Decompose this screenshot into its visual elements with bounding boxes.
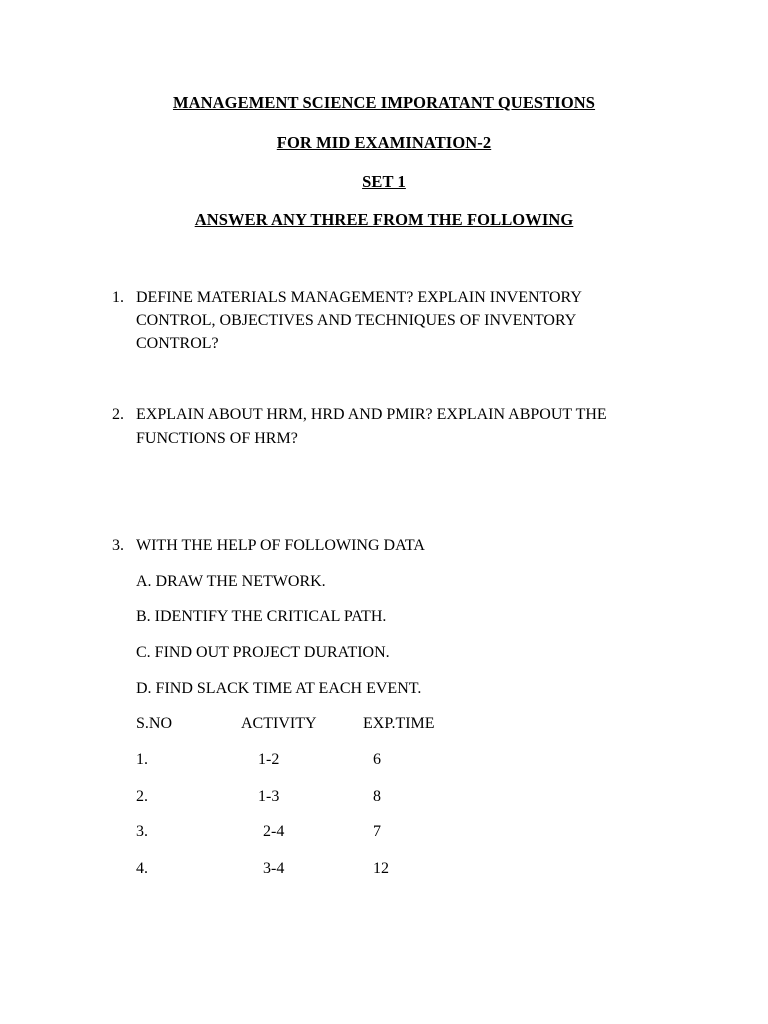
table-cell-sno: 3.	[136, 823, 148, 840]
exam-subtitle: FOR MID EXAMINATION-2	[276, 133, 492, 152]
subpart-c: C. FIND OUT PROJECT DURATION.	[136, 644, 390, 661]
table-cell-exp-time: 8	[373, 788, 381, 805]
question-text-line: CONTROL?	[136, 335, 219, 352]
table-header-exp-time: EXP.TIME	[363, 715, 435, 732]
table-header-sno: S.NO	[136, 715, 173, 732]
subpart-a: A. DRAW THE NETWORK.	[136, 573, 326, 590]
table-cell-activity: 2-4	[263, 823, 285, 840]
table-cell-activity: 1-2	[258, 751, 280, 768]
instruction-heading: ANSWER ANY THREE FROM THE FOLLOWING	[194, 210, 574, 229]
question-number: 2.	[112, 406, 124, 423]
question-text-line: WITH THE HELP OF FOLLOWING DATA	[136, 537, 425, 554]
table-cell-sno: 2.	[136, 788, 148, 805]
table-cell-activity: 1-3	[258, 788, 280, 805]
table-cell-exp-time: 12	[373, 860, 389, 877]
table-cell-activity: 3-4	[263, 860, 285, 877]
question-text-line: EXPLAIN ABOUT HRM, HRD AND PMIR? EXPLAIN ABPOUT THE	[136, 406, 607, 423]
question-number: 3.	[112, 537, 124, 554]
table-cell-exp-time: 6	[373, 751, 381, 768]
subpart-b: B. IDENTIFY THE CRITICAL PATH.	[136, 608, 387, 625]
set-label: SET 1	[362, 172, 406, 191]
question-number: 1.	[112, 289, 124, 306]
table-cell-exp-time: 7	[373, 823, 381, 840]
document-title: MANAGEMENT SCIENCE IMPORATANT QUESTIONS	[172, 93, 596, 112]
table-header-activity: ACTIVITY	[241, 715, 317, 732]
table-cell-sno: 4.	[136, 860, 148, 877]
question-text-line: DEFINE MATERIALS MANAGEMENT? EXPLAIN INVENTORY	[136, 289, 582, 306]
question-text-line: CONTROL, OBJECTIVES AND TECHNIQUES OF INVENTORY	[136, 312, 577, 329]
table-cell-sno: 1.	[136, 751, 148, 768]
question-text-line: FUNCTIONS OF HRM?	[136, 430, 298, 447]
subpart-d: D. FIND SLACK TIME AT EACH EVENT.	[136, 680, 422, 697]
